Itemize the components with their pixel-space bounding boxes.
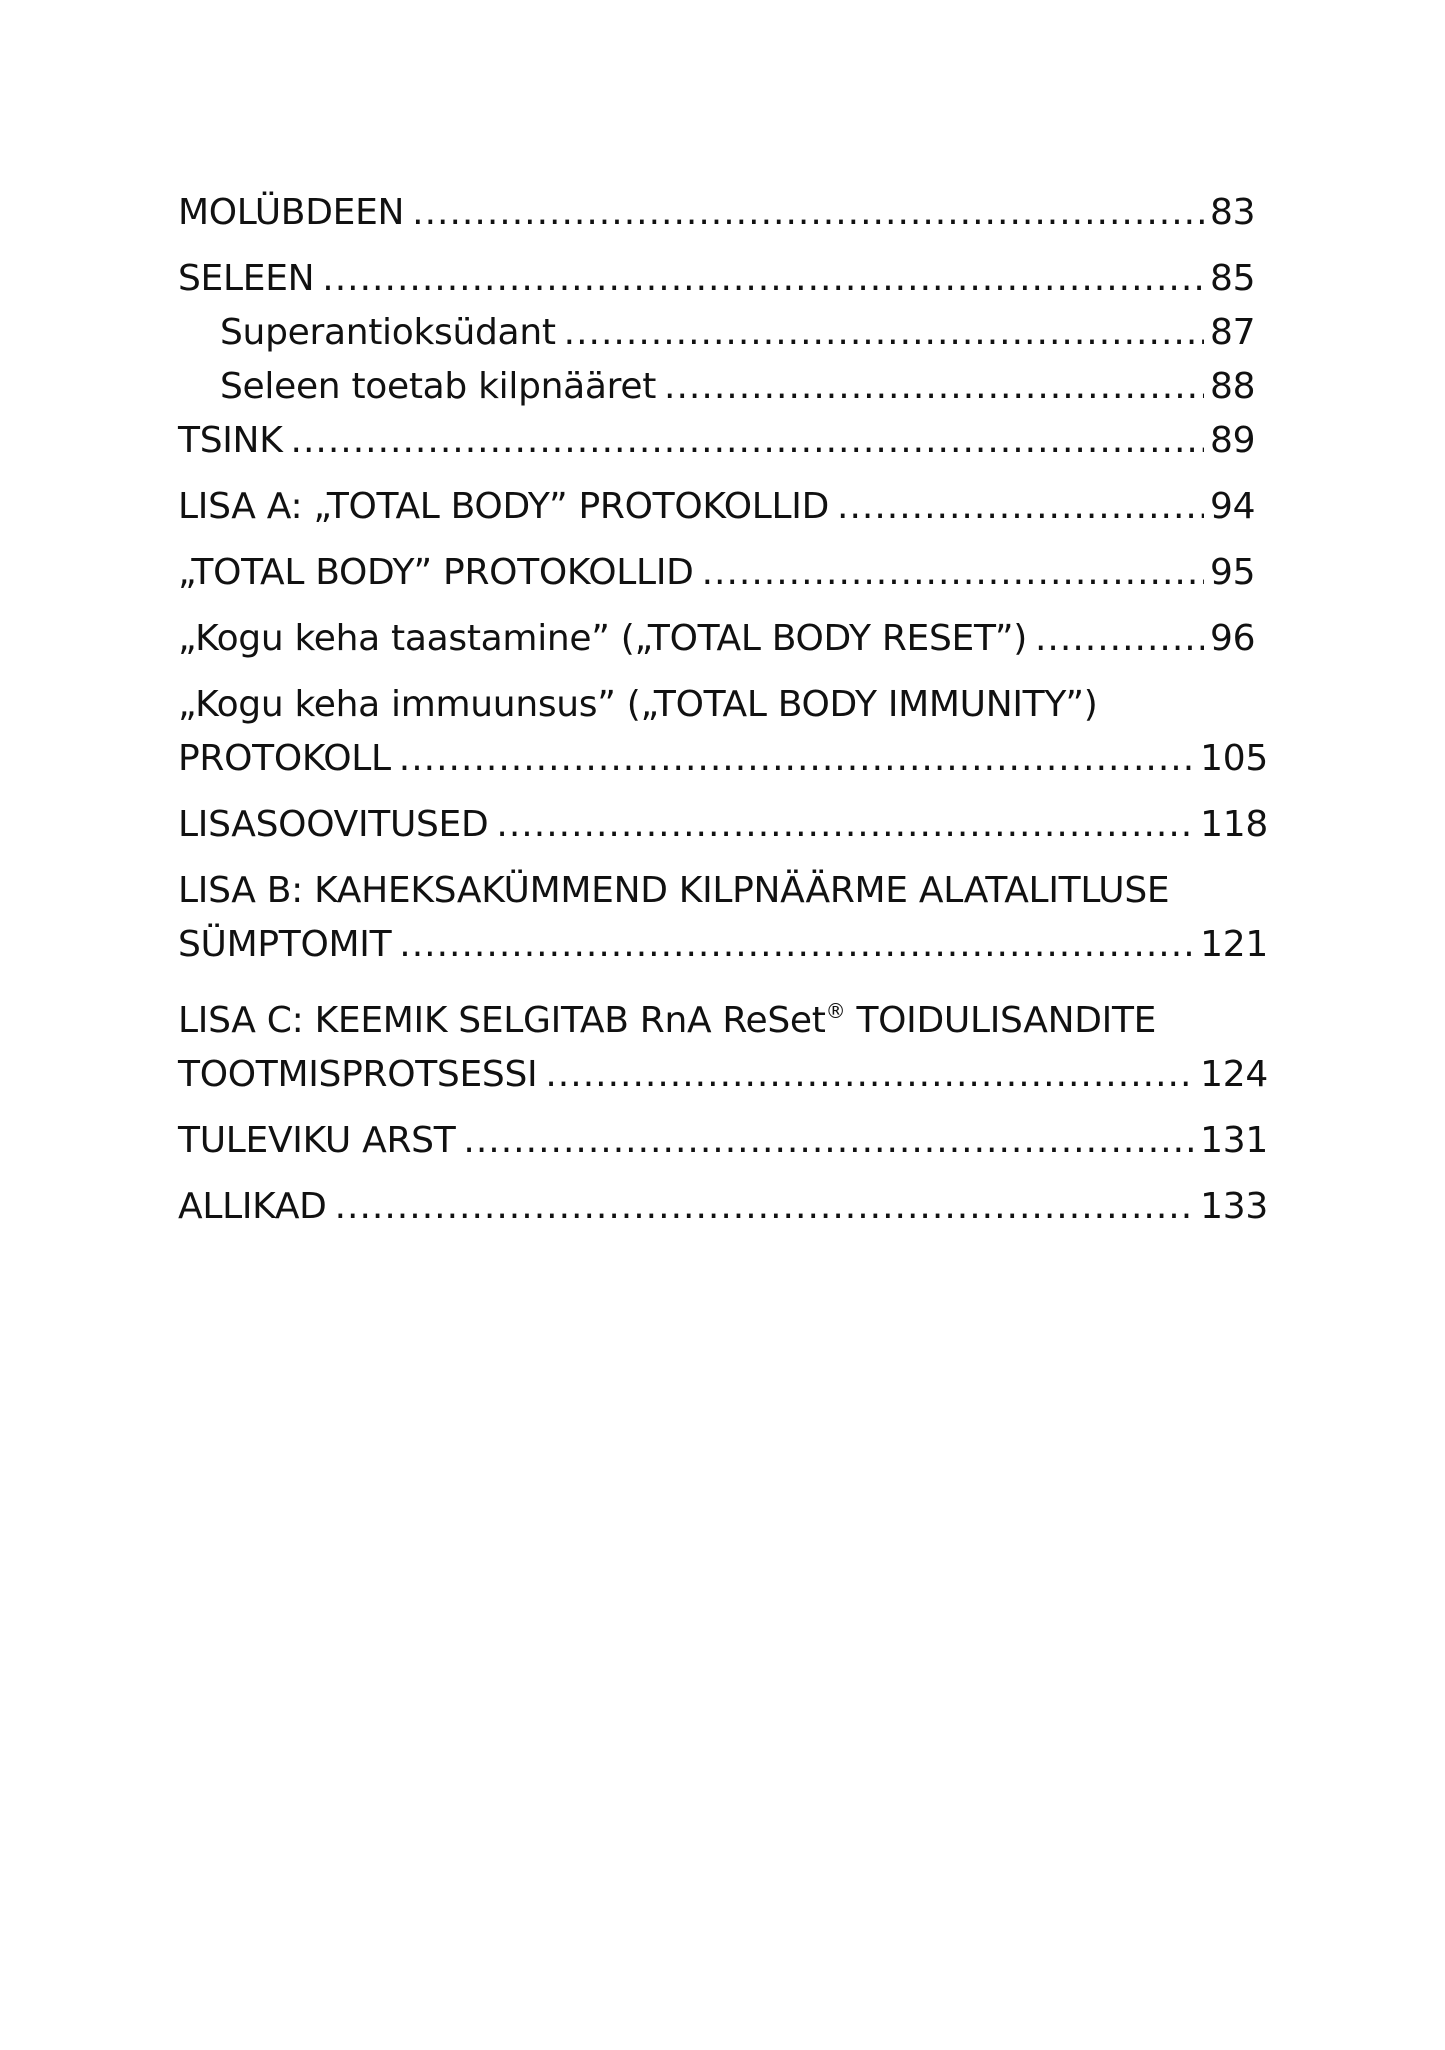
toc-entry-title: LISA A: „TOTAL BODY” PROTOKOLLID bbox=[178, 486, 829, 527]
toc-entry-lisasoovitused bbox=[178, 798, 1268, 852]
dot-leader bbox=[322, 252, 1204, 306]
registered-mark: ® bbox=[825, 999, 846, 1023]
toc-entry-page: 89 bbox=[1210, 420, 1256, 461]
toc-entry-page: 94 bbox=[1210, 486, 1256, 527]
toc-entry-title-line1: LISA B: KAHEKSAKÜMMEND KILPNÄÄRME ALATALITLUSE bbox=[178, 870, 1170, 911]
toc-entry-title: ALLIKAD bbox=[178, 1186, 327, 1227]
dot-leader bbox=[1035, 612, 1204, 666]
toc-entry-molybdeen bbox=[178, 186, 1268, 240]
dot-leader bbox=[291, 414, 1205, 468]
dot-leader bbox=[399, 732, 1194, 786]
toc-entry-tsink bbox=[178, 414, 1268, 468]
toc-entry-total-body-protokollid bbox=[178, 546, 1268, 600]
dot-leader bbox=[837, 480, 1204, 534]
toc-entry-page: 96 bbox=[1210, 618, 1256, 659]
toc-entry-lisa-b bbox=[178, 864, 1268, 972]
dot-leader bbox=[545, 1048, 1194, 1102]
toc-subentry-superantioksudant bbox=[178, 306, 1268, 360]
toc-entry-title: TULEVIKU ARST bbox=[178, 1120, 456, 1161]
toc-entry-title: LISASOOVITUSED bbox=[178, 804, 489, 845]
dot-leader bbox=[564, 306, 1204, 360]
toc-entry-title-line1-post: TOIDULISANDITE bbox=[845, 1000, 1157, 1041]
toc-entry-total-body-reset bbox=[178, 612, 1268, 666]
dot-leader bbox=[412, 186, 1204, 240]
dot-leader bbox=[463, 1114, 1194, 1168]
toc-entry-page: 87 bbox=[1210, 312, 1256, 353]
toc-entry-lisa-a bbox=[178, 480, 1268, 534]
toc-subentry-seleen-kilpnaare bbox=[178, 360, 1268, 414]
toc-entry-title: TSINK bbox=[178, 420, 283, 461]
toc-entry-page: 121 bbox=[1200, 924, 1268, 965]
toc-entry-allikad bbox=[178, 1180, 1268, 1234]
dot-leader bbox=[496, 798, 1194, 852]
toc-entry-title: MOLÜBDEEN bbox=[178, 192, 405, 233]
toc-entry-title-line1-pre: LISA C: KEEMIK SELGITAB RnA ReSet bbox=[178, 1000, 826, 1041]
toc-entry-page: 124 bbox=[1200, 1054, 1268, 1095]
table-of-contents bbox=[178, 186, 1268, 1234]
toc-entry-lisa-c bbox=[178, 984, 1268, 1102]
dot-leader bbox=[335, 1180, 1195, 1234]
toc-entry-tuleviku-arst bbox=[178, 1114, 1268, 1168]
toc-entry-seleen bbox=[178, 252, 1268, 306]
toc-entry-title: TOOTMISPROTSESSI bbox=[178, 1054, 538, 1095]
toc-entry-title: „Kogu keha taastamine” („TOTAL BODY RESET”) bbox=[178, 618, 1027, 659]
toc-entry-title: SELEEN bbox=[178, 258, 315, 299]
toc-entry-total-body-immunity bbox=[178, 678, 1268, 786]
toc-entry-title: Seleen toetab kilpnääret bbox=[220, 366, 657, 407]
toc-entry-title: „TOTAL BODY” PROTOKOLLID bbox=[178, 552, 694, 593]
toc-entry-title: Superantioksüdant bbox=[220, 312, 556, 353]
dot-leader bbox=[702, 546, 1204, 600]
toc-entry-page: 131 bbox=[1200, 1120, 1268, 1161]
toc-entry-page: 133 bbox=[1200, 1186, 1268, 1227]
toc-entry-page: 105 bbox=[1200, 738, 1268, 779]
toc-entry-title: PROTOKOLL bbox=[178, 738, 391, 779]
toc-entry-title-line1: „Kogu keha immuunsus” („TOTAL BODY IMMUNITY”) bbox=[178, 684, 1098, 725]
dot-leader bbox=[664, 360, 1204, 414]
toc-entry-title-line1 bbox=[178, 984, 1268, 1048]
dot-leader bbox=[399, 918, 1194, 972]
toc-entry-page: 118 bbox=[1200, 804, 1268, 845]
toc-entry-title: SÜMPTOMIT bbox=[178, 924, 392, 965]
toc-entry-page: 85 bbox=[1210, 258, 1256, 299]
toc-entry-page: 88 bbox=[1210, 366, 1256, 407]
toc-entry-page: 83 bbox=[1210, 192, 1256, 233]
toc-entry-page: 95 bbox=[1210, 552, 1256, 593]
